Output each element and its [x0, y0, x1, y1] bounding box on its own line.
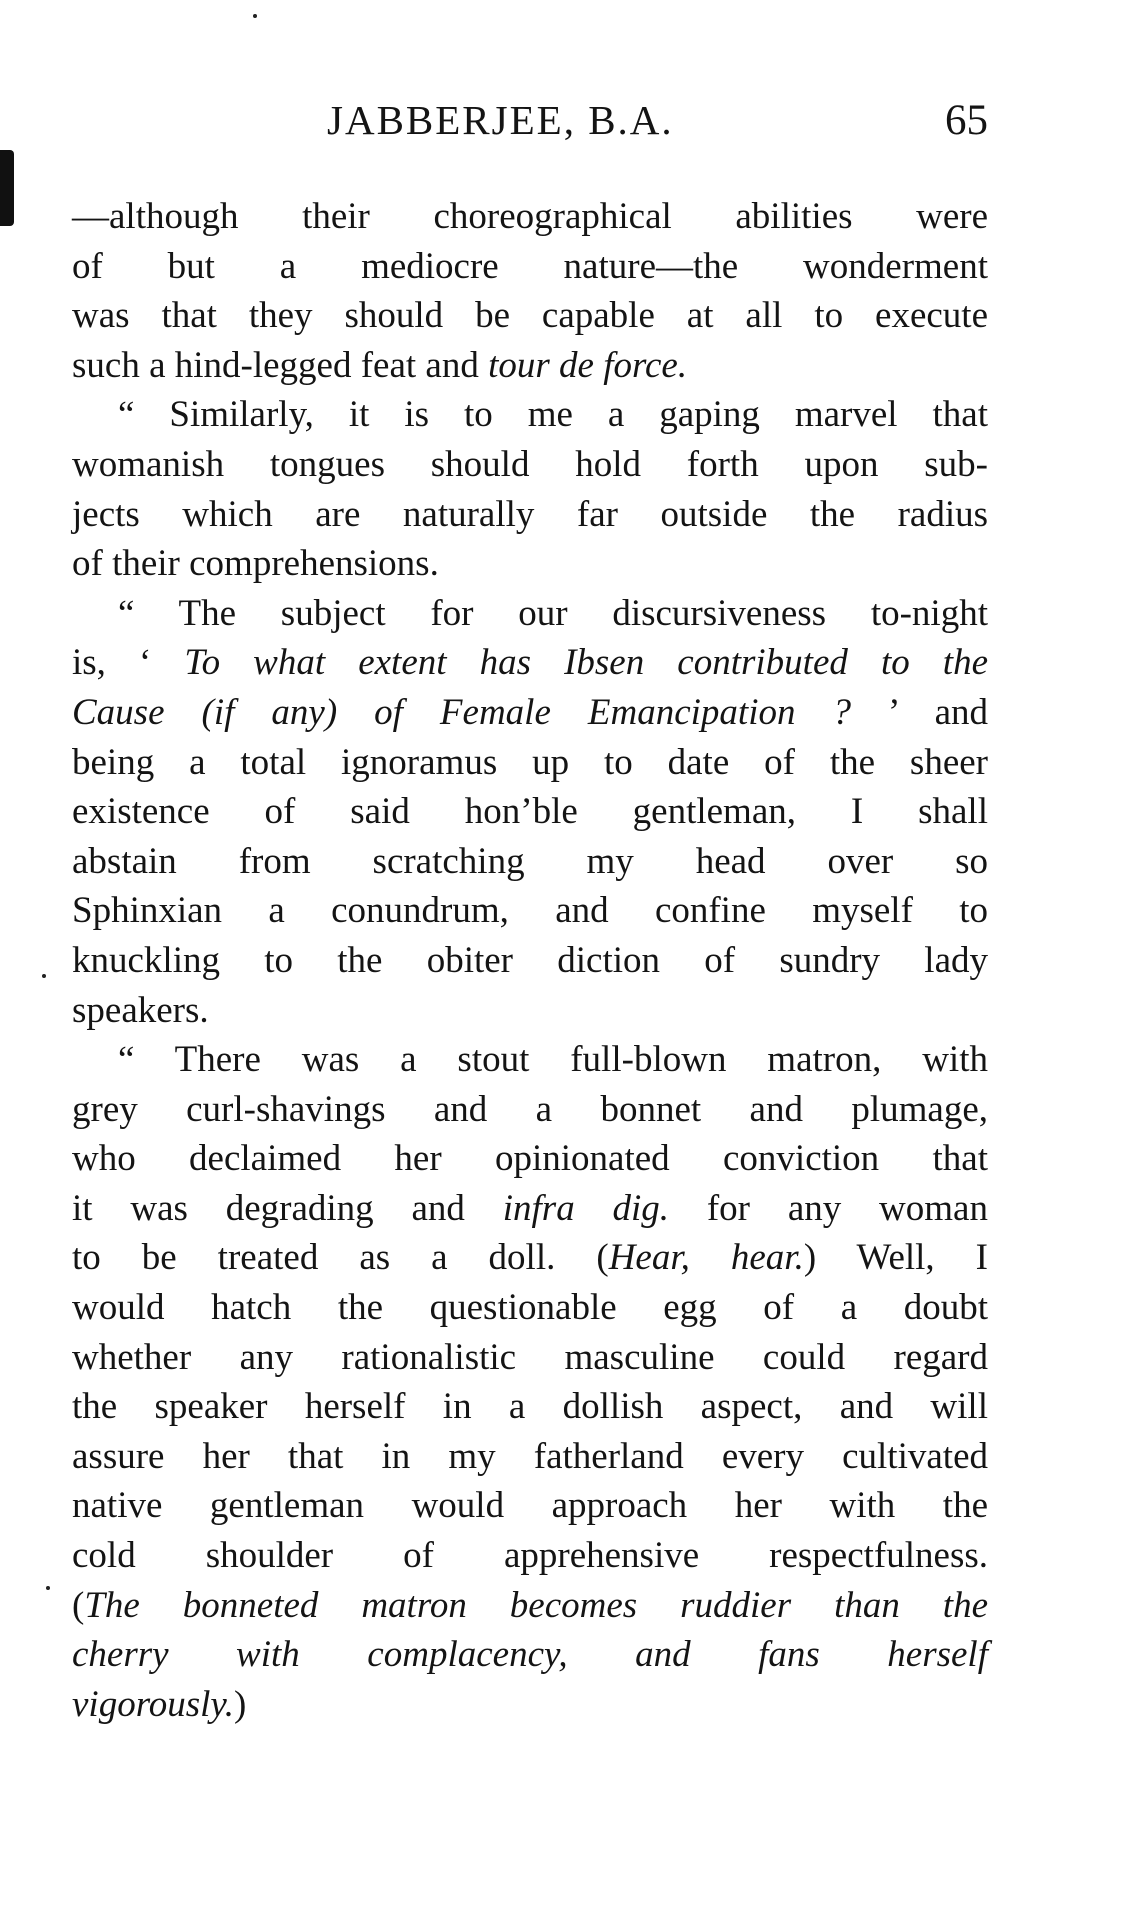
- text-line: vigorously.): [72, 1683, 247, 1725]
- text-line: Sphinxian a conundrum, and confine myself to: [72, 890, 988, 932]
- text-line: was that they should be capable at all to execute: [72, 295, 988, 337]
- text-line: “ The subject for our discursiveness to-night: [118, 592, 988, 634]
- text-line: such a hind-legged feat and tour de force.: [72, 344, 688, 386]
- text-line: grey curl-shavings and a bonnet and plumage,: [72, 1088, 988, 1130]
- text-line: the speaker herself in a dollish aspect, and will: [72, 1386, 988, 1428]
- text-line: speakers.: [72, 989, 209, 1031]
- text-line: would hatch the questionable egg of a doubt: [72, 1287, 988, 1329]
- text-line: it was degrading and infra dig. for any woman: [72, 1187, 988, 1229]
- text-line: native gentleman would approach her with the: [72, 1485, 988, 1527]
- margin-ink-mark: [0, 150, 14, 226]
- text-line: knuckling to the obiter diction of sundry lady: [72, 939, 988, 981]
- text-line: (The bonneted matron becomes ruddier than the: [72, 1584, 988, 1626]
- body-text: [72, 192, 988, 1729]
- running-head: JABBERJEE, B.A.: [327, 97, 674, 143]
- text-line: assure her that in my fatherland every cultivated: [72, 1435, 988, 1477]
- page-number: 65: [945, 97, 988, 144]
- text-line: who declaimed her opinionated conviction that: [72, 1138, 988, 1180]
- text-line: being a total ignoramus up to date of the sheer: [72, 741, 988, 783]
- text-line: —although their choreographical abilities were: [72, 196, 988, 237]
- text-line: “ Similarly, it is to me a gaping marvel that: [118, 394, 988, 436]
- text-line: whether any rationalistic masculine could regard: [72, 1336, 988, 1378]
- page-header: [70, 96, 988, 156]
- text-line: jects which are naturally far outside the radius: [72, 493, 988, 535]
- text-line: womanish tongues should hold forth upon sub-: [72, 443, 988, 485]
- text-line: of but a mediocre nature—the wonderment: [72, 245, 988, 287]
- ink-speck: [253, 14, 257, 18]
- text-line: cherry with complacency, and fans herself: [72, 1634, 988, 1676]
- text-line: “ There was a stout full-blown matron, with: [118, 1039, 988, 1081]
- text-line: to be treated as a doll. (Hear, hear.) Well, I: [72, 1237, 988, 1279]
- text-line: is, ‘ To what extent has Ibsen contributed to the: [72, 642, 989, 684]
- text-line: Cause (if any) of Female Emancipation ? ’ and: [72, 691, 988, 733]
- ink-speck: [46, 1586, 50, 1590]
- text-line: cold shoulder of apprehensive respectfulness.: [72, 1535, 988, 1577]
- ink-speck: [42, 974, 46, 978]
- text-line: existence of said hon’ble gentleman, I shall: [72, 791, 988, 833]
- text-line: abstain from scratching my head over so: [72, 840, 988, 882]
- text-line: of their comprehensions.: [72, 543, 439, 585]
